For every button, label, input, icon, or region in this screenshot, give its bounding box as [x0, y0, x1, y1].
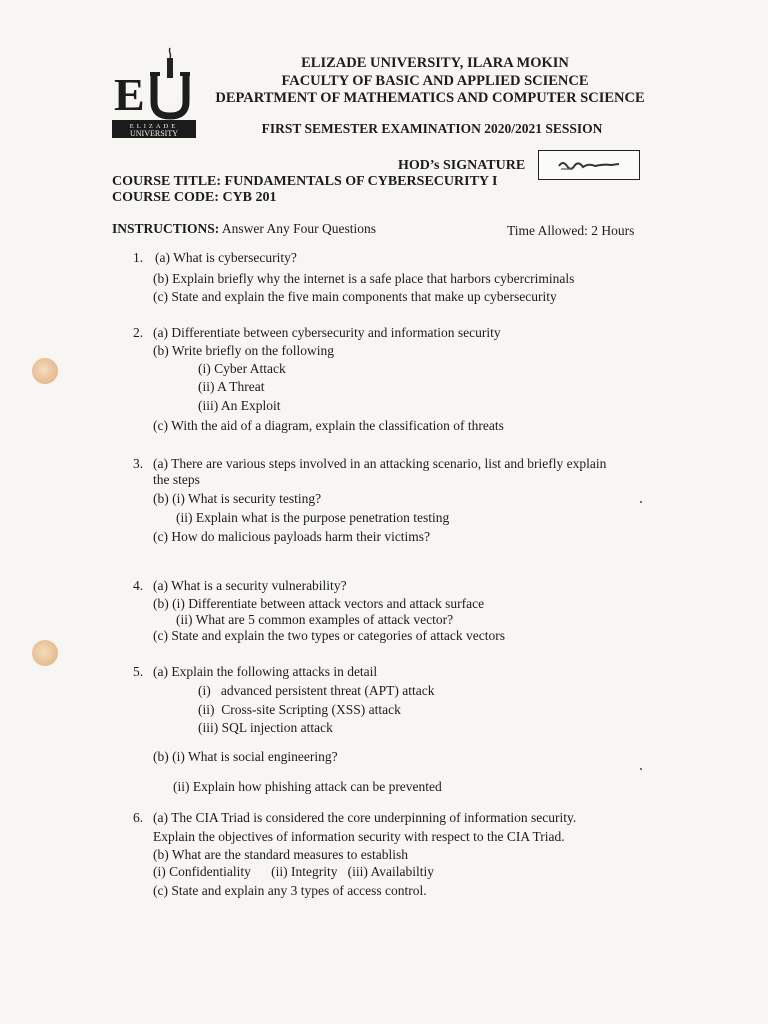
q6-number: 6.: [133, 810, 144, 825]
q3-b-i: (b) (i) What is security testing?: [153, 491, 322, 506]
q6-a-line1: (a) The CIA Triad is considered the core underpinning of information security.: [153, 810, 577, 825]
q2-b-i: (i) Cyber Attack: [198, 361, 286, 376]
svg-text:ELIZADE: ELIZADE: [129, 123, 179, 130]
q4-c: (c) State and explain the two types or categories of attack vectors: [153, 628, 505, 643]
q5-a-iii: (iii) SQL injection attack: [198, 720, 333, 735]
q5-a: (a) Explain the following attacks in detail: [153, 664, 378, 679]
q1-b: (b) Explain briefly why the internet is a safe place that harbors cybercriminals: [153, 271, 575, 286]
exam-title: FIRST SEMESTER EXAMINATION 2020/2021 SESSION: [261, 121, 603, 136]
scan-speck: [640, 768, 642, 770]
q5-b-ii: (ii) Explain how phishing attack can be prevented: [173, 779, 442, 794]
course-code: COURSE CODE: CYB 201: [112, 190, 277, 205]
scan-speck: [640, 501, 642, 503]
department-name: DEPARTMENT OF MATHEMATICS AND COMPUTER SCIENCE: [215, 90, 645, 106]
q2-b-iii: (iii) An Exploit: [198, 398, 281, 413]
q3-a-line2: the steps: [153, 472, 200, 487]
university-name: ELIZADE UNIVERSITY, ILARA MOKIN: [301, 55, 569, 71]
faculty-name: FACULTY OF BASIC AND APPLIED SCIENCE: [281, 73, 589, 89]
hod-signature-label: HOD’s SIGNATURE: [398, 158, 526, 173]
punch-hole-top: [32, 358, 58, 384]
svg-text:UNIVERSITY: UNIVERSITY: [130, 129, 178, 138]
q2-b: (b) Write briefly on the following: [153, 343, 335, 358]
q3-b-ii: (ii) Explain what is the purpose penetration testing: [176, 510, 450, 525]
course-title: COURSE TITLE: FUNDAMENTALS OF CYBERSECURITY I: [112, 174, 498, 189]
q4-number: 4.: [133, 578, 144, 593]
svg-text:E: E: [114, 69, 145, 120]
q2-b-ii: (ii) A Threat: [198, 379, 265, 394]
q6-a-line2: Explain the objectives of information security with respect to the CIA Triad.: [153, 829, 565, 844]
q1-c: (c) State and explain the five main components that make up cybersecurity: [153, 289, 557, 304]
university-logo: [112, 44, 196, 140]
q2-number: 2.: [133, 325, 144, 340]
instructions: [112, 221, 376, 237]
instructions-text: Answer Any Four Questions: [219, 221, 377, 236]
q5-a-ii: (ii) Cross-site Scripting (XSS) attack: [198, 702, 401, 717]
q3-a-line1: (a) There are various steps involved in an attacking scenario, list and briefly explain: [153, 456, 607, 471]
q4-b-i: (b) (i) Differentiate between attack vectors and attack surface: [153, 596, 485, 611]
q2-c: (c) With the aid of a diagram, explain the classification of threats: [153, 418, 504, 433]
signature-scribble: [539, 151, 639, 179]
instructions-label: INSTRUCTIONS:: [112, 221, 220, 236]
time-allowed: Time Allowed: 2 Hours: [507, 223, 635, 238]
q6-b: (b) What are the standard measures to establish: [153, 847, 409, 862]
q5-b-i: (b) (i) What is social engineering?: [153, 749, 338, 764]
q1-number: 1.: [133, 250, 144, 265]
q6-b-items: (i) Confidentiality (ii) Integrity (iii) Availabiltiy: [153, 864, 434, 879]
q5-a-i: (i) advanced persistent threat (APT) attack: [198, 683, 435, 698]
q3-c: (c) How do malicious payloads harm their victims?: [153, 529, 431, 544]
q4-b-ii: (ii) What are 5 common examples of attack vector?: [176, 612, 454, 627]
hod-signature-box: [538, 150, 640, 180]
q6-c: (c) State and explain any 3 types of access control.: [153, 883, 427, 898]
q4-a: (a) What is a security vulnerability?: [153, 578, 347, 593]
q5-number: 5.: [133, 664, 144, 679]
q3-number: 3.: [133, 456, 144, 471]
punch-hole-bottom: [32, 640, 58, 666]
q1-a: (a) What is cybersecurity?: [155, 250, 297, 265]
q2-a: (a) Differentiate between cybersecurity and information security: [153, 325, 501, 340]
